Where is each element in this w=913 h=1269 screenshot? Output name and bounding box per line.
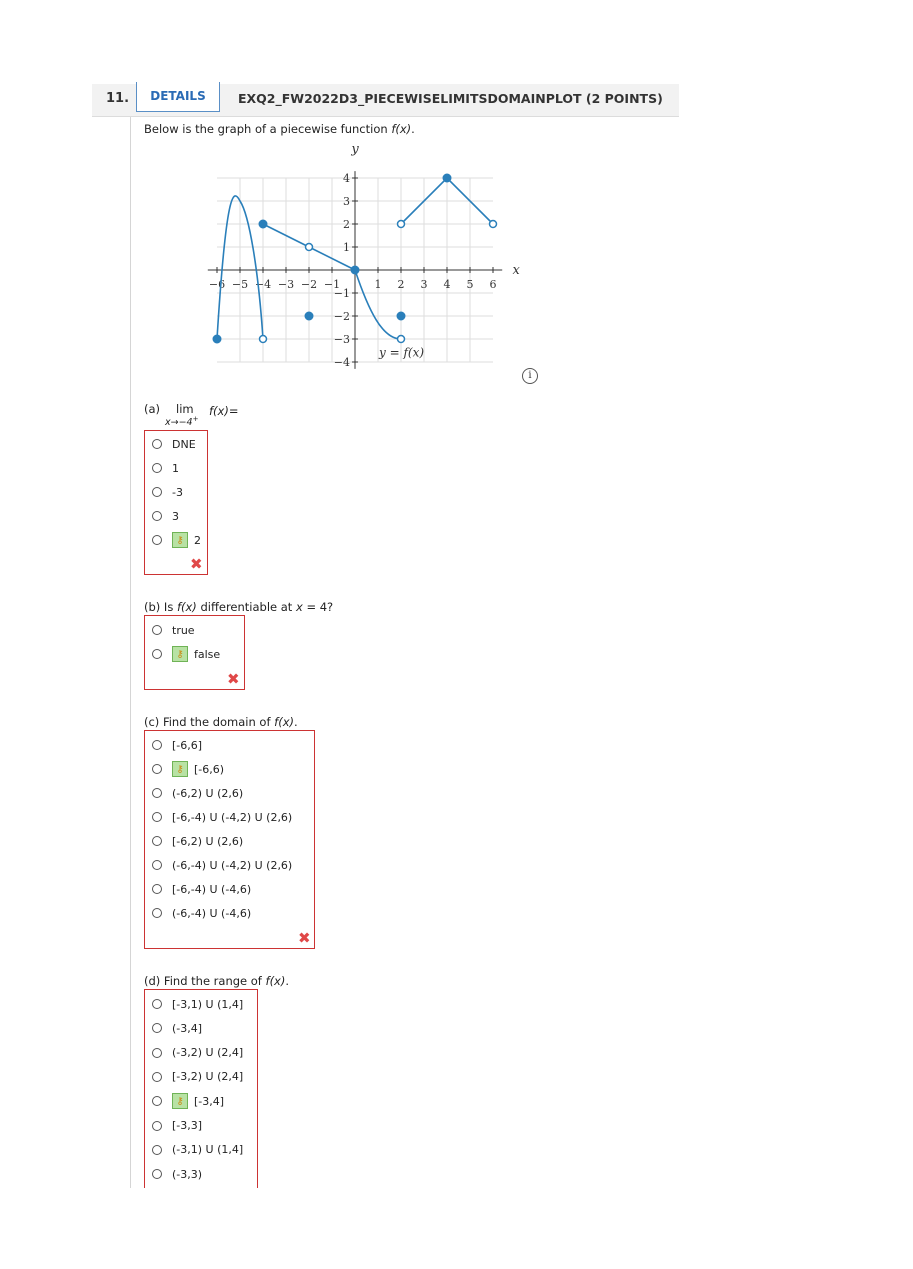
radio-button[interactable] <box>152 487 162 497</box>
open-point <box>398 336 405 343</box>
part-c-option[interactable] <box>152 735 202 755</box>
part-d-option[interactable] <box>152 1164 202 1184</box>
part-c-option-label: (-6,-4) U (-4,6) <box>172 906 252 920</box>
wrong-x-icon: ✖ <box>227 670 240 688</box>
part-b-option[interactable] <box>152 620 195 640</box>
closed-point <box>259 220 267 228</box>
x-tick-label: 1 <box>374 278 382 291</box>
key-icon: ⚷ <box>172 532 188 548</box>
x-tick-label: −5 <box>231 278 249 291</box>
y-tick-label: −2 <box>333 310 350 323</box>
open-point <box>398 221 405 228</box>
part-a-option[interactable] <box>152 434 196 454</box>
part-d-option[interactable] <box>152 1067 243 1087</box>
part-d-option-label: [-3,2) U (2,4] <box>172 1070 244 1084</box>
question-intro: Below is the graph of a piecewise function f(x). <box>144 122 415 136</box>
radio-button[interactable] <box>152 1048 162 1058</box>
x-tick-label: 2 <box>397 278 405 291</box>
part-a-option-label: DNE <box>172 437 196 451</box>
radio-button[interactable] <box>152 999 162 1009</box>
info-icon[interactable]: i <box>522 368 538 384</box>
part-d-option[interactable] <box>152 1116 202 1136</box>
wrong-x-icon: ✖ <box>190 555 203 573</box>
y-tick-label: 4 <box>343 172 350 185</box>
part-d-option-label: [-3,3] <box>172 1119 203 1132</box>
part-a-question: (a) <box>144 402 161 416</box>
y-tick-label: −4 <box>333 356 350 369</box>
question-left-border <box>130 117 131 1188</box>
radio-button[interactable] <box>152 511 162 521</box>
part-c-option-label: [-6,-4) U (-4,2) U (2,6) <box>172 810 293 824</box>
open-point <box>260 336 267 343</box>
y-tick-label: 2 <box>343 218 350 231</box>
radio-button[interactable] <box>152 1096 162 1106</box>
part-b-option-label: false <box>194 647 221 661</box>
radio-button[interactable] <box>152 764 162 774</box>
question-header <box>92 84 679 117</box>
key-icon: ⚷ <box>172 646 188 662</box>
radio-button[interactable] <box>152 740 162 750</box>
part-c-option[interactable] <box>152 879 251 899</box>
radio-button[interactable] <box>152 439 162 449</box>
wrong-x-icon: ✖ <box>298 929 311 947</box>
part-c-option-label: [-6,2) U (2,6) <box>172 834 244 848</box>
x-tick-label: 6 <box>489 278 497 291</box>
part-c-option-label: [-6,6] <box>172 738 203 752</box>
x-axis-label: x <box>512 263 520 278</box>
closed-point <box>443 174 451 182</box>
part-d-option-label: [-3,1) U (1,4] <box>172 997 244 1011</box>
part-a-option[interactable] <box>152 530 201 550</box>
radio-button[interactable] <box>152 625 162 635</box>
radio-button[interactable] <box>152 1072 162 1082</box>
x-tick-label: −4 <box>254 278 272 291</box>
part-d-options <box>144 989 258 1188</box>
part-a-option[interactable] <box>152 458 179 478</box>
part-c-option[interactable] <box>152 807 292 827</box>
part-c-question: (c) Find the domain of f(x). <box>144 715 298 729</box>
part-a-option-label: 3 <box>172 509 179 523</box>
part-c-option[interactable] <box>152 783 243 803</box>
radio-button[interactable] <box>152 649 162 659</box>
part-c-option[interactable] <box>152 759 224 779</box>
radio-button[interactable] <box>152 1145 162 1155</box>
question-number: 11. <box>106 91 130 106</box>
part-d-option[interactable] <box>152 1091 224 1111</box>
part-b-option[interactable] <box>152 644 220 664</box>
part-c-option-label: (-6,-4) U (-4,2) U (2,6) <box>172 858 293 872</box>
x-tick-label: 5 <box>466 278 474 291</box>
closed-point <box>351 266 359 274</box>
x-tick-label: −3 <box>277 278 295 291</box>
part-d-option-label: (-3,1) U (1,4] <box>172 1143 244 1157</box>
x-tick-label: −1 <box>323 278 341 291</box>
part-a-lim: lim <box>176 402 194 416</box>
x-tick-label: 3 <box>420 278 428 291</box>
part-a-option-label: 2 <box>194 533 201 547</box>
open-point <box>490 221 497 228</box>
part-d-option-label: (-3,3) <box>172 1167 203 1181</box>
y-tick-label: −1 <box>333 287 350 300</box>
part-b-question: (b) Is f(x) differentiable at x = 4? <box>144 600 334 614</box>
part-d-option-label: [-3,4] <box>194 1094 225 1108</box>
y-tick-label: 1 <box>343 241 350 254</box>
part-c-option[interactable] <box>152 831 243 851</box>
x-tick-label: −2 <box>300 278 318 291</box>
radio-button[interactable] <box>152 836 162 846</box>
open-point <box>306 244 313 251</box>
part-b-options <box>144 615 245 690</box>
radio-button[interactable] <box>152 908 162 918</box>
radio-button[interactable] <box>152 812 162 822</box>
radio-button[interactable] <box>152 788 162 798</box>
part-d-option[interactable] <box>152 994 243 1014</box>
radio-button[interactable] <box>152 1023 162 1033</box>
radio-button[interactable] <box>152 860 162 870</box>
radio-button[interactable] <box>152 463 162 473</box>
part-c-option[interactable] <box>152 855 292 875</box>
part-d-option[interactable] <box>152 1043 243 1063</box>
part-d-option[interactable] <box>152 1140 243 1160</box>
radio-button[interactable] <box>152 1121 162 1131</box>
part-d-option-label: (-3,2) U (2,4] <box>172 1046 244 1060</box>
key-icon: ⚷ <box>172 1093 188 1109</box>
part-a-option[interactable] <box>152 506 179 526</box>
question-title: EXQ2_FW2022D3_PIECEWISELIMITSDOMAINPLOT (2 POINTS) <box>238 91 663 106</box>
key-icon: ⚷ <box>172 761 188 777</box>
part-a-option-label: 1 <box>172 461 179 475</box>
part-b-option-label: true <box>172 623 195 637</box>
part-c-option-label: (-6,2) U (2,6) <box>172 786 244 800</box>
part-d-option-label: (-3,4] <box>172 1021 203 1035</box>
part-a-option[interactable] <box>152 482 183 502</box>
radio-button[interactable] <box>152 1169 162 1179</box>
details-button[interactable]: DETAILS <box>136 82 220 112</box>
x-tick-label: 4 <box>443 278 451 291</box>
piecewise-graph <box>205 140 535 385</box>
radio-button[interactable] <box>152 535 162 545</box>
part-c-option[interactable] <box>152 903 251 923</box>
y-tick-label: 3 <box>343 195 350 208</box>
part-a-options <box>144 430 208 575</box>
closed-point <box>213 335 221 343</box>
part-a-expr: f(x)= <box>209 404 239 418</box>
part-d-option[interactable] <box>152 1018 202 1038</box>
x-tick-label: −6 <box>208 278 226 291</box>
curve-label: y = f(x) <box>379 345 425 360</box>
part-c-option-label: [-6,-4) U (-4,6) <box>172 882 252 896</box>
part-a-lim-sub: x→−4+ <box>165 415 199 429</box>
part-a-option-label: -3 <box>172 485 183 499</box>
part-d-question: (d) Find the range of f(x). <box>144 974 289 988</box>
radio-button[interactable] <box>152 884 162 894</box>
y-tick-label: −3 <box>333 333 350 346</box>
part-c-option-label: [-6,6) <box>194 762 225 776</box>
y-axis-label: y <box>351 142 359 157</box>
closed-point <box>305 312 313 320</box>
part-c-options <box>144 730 315 949</box>
closed-point <box>397 312 405 320</box>
